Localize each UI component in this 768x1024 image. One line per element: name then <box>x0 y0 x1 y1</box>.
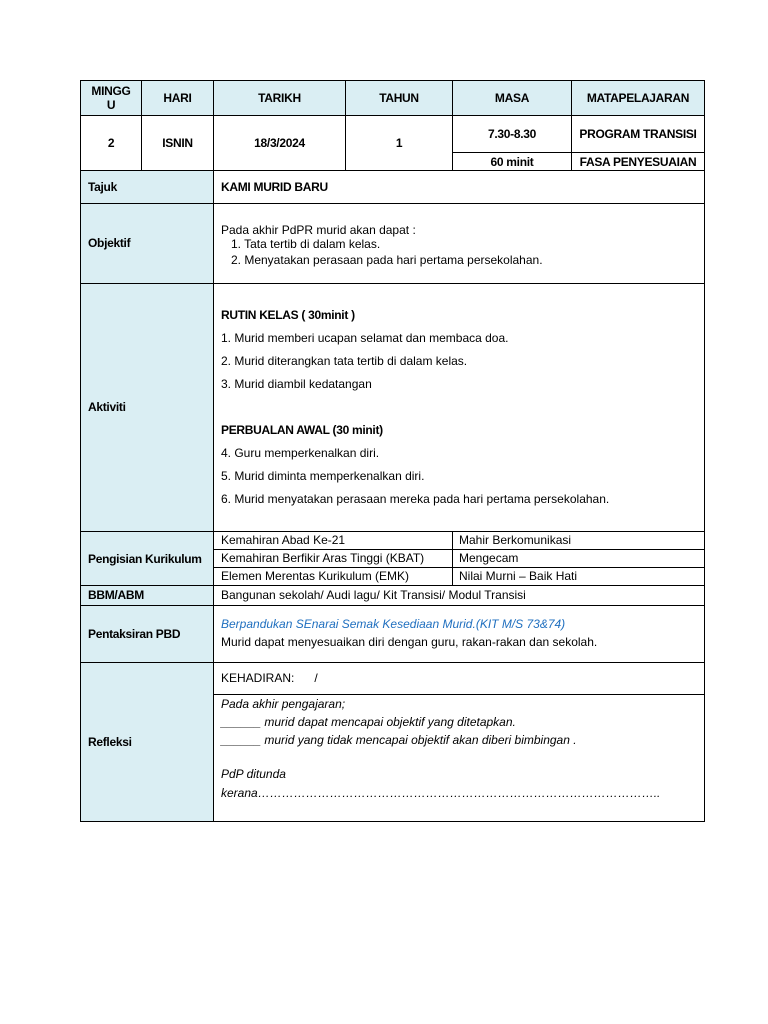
cell-hari-value: ISNIN <box>162 136 193 150</box>
objektif-item-2: 2. Menyatakan perasaan pada hari pertama persekolahan. <box>231 253 543 267</box>
aktiviti-section2-title: PERBUALAN AWAL (30 minit) <box>221 423 383 437</box>
header-tarikh <box>213 80 346 116</box>
pentaksiran-value-cell <box>213 605 705 663</box>
refleksi-notes-cell <box>213 694 705 822</box>
objektif-item-1: 1. Tata tertib di dalam kelas. <box>231 237 381 251</box>
refleksi-label: Refleksi <box>88 735 132 749</box>
header-tarikh-text: TARIKH <box>258 91 301 105</box>
aktiviti-value-cell <box>213 283 705 532</box>
bbm-label: BBM/ABM <box>88 588 144 602</box>
refleksi-line-3: ______ murid yang tidak mencapai objektif akan diberi bimbingan . <box>221 733 577 747</box>
cell-hari <box>141 115 214 171</box>
pentaksiran-label-cell <box>80 605 214 663</box>
objektif-value-cell <box>213 203 705 284</box>
pengisian-row-1-value: Mahir Berkomunikasi <box>459 533 572 547</box>
pengisian-row-3-right <box>452 567 705 586</box>
cell-masa-value: 7.30-8.30 <box>487 127 536 141</box>
cell-tahun <box>345 115 453 171</box>
pengisian-label: Pengisian Kurikulum <box>88 552 202 566</box>
pentaksiran-line-2: Murid dapat menyesuaikan diri dengan guru, rakan-rakan dan sekolah. <box>221 635 598 649</box>
header-matapelajaran <box>571 80 705 116</box>
cell-matapelajaran <box>571 115 705 153</box>
header-minggu-text: MINGGU <box>91 84 131 112</box>
cell-minggu <box>80 115 142 171</box>
pentaksiran-label: Pentaksiran PBD <box>88 627 181 641</box>
aktiviti-item-2: 2. Murid diterangkan tata tertib di dalam kelas. <box>221 354 468 368</box>
objektif-intro: Pada akhir PdPR murid akan dapat : <box>221 223 416 237</box>
aktiviti-item-5: 5. Murid diminta memperkenalkan diri. <box>221 469 425 483</box>
aktiviti-item-6: 6. Murid menyatakan perasaan mereka pada hari pertama persekolahan. <box>221 492 610 506</box>
tajuk-label-cell <box>80 170 214 204</box>
cell-tarikh <box>213 115 346 171</box>
cell-tahun-value: 1 <box>395 136 403 150</box>
header-tahun-text: TAHUN <box>379 91 419 105</box>
cell-durasi-value: 60 minit <box>490 154 534 169</box>
pentaksiran-line-1: Berpandukan SEnarai Semak Kesediaan Murid.(KIT M/S 73&74) <box>221 617 566 631</box>
header-masa-text: MASA <box>494 91 530 105</box>
header-matapelajaran-text: MATAPELAJARAN <box>586 91 690 105</box>
pengisian-label-cell <box>80 531 214 586</box>
pengisian-row-2-left <box>213 549 453 568</box>
pengisian-row-2-value: Mengecam <box>459 551 519 565</box>
refleksi-kehadiran-cell <box>213 662 705 695</box>
pengisian-row-3-key: Elemen Merentas Kurikulum (EMK) <box>221 569 410 583</box>
objektif-label: Objektif <box>88 236 131 250</box>
aktiviti-label-cell <box>80 283 214 532</box>
cell-masa <box>452 115 572 153</box>
pengisian-row-1-right <box>452 531 705 550</box>
aktiviti-label: Aktiviti <box>88 400 126 414</box>
tajuk-value: KAMI MURID BARU <box>221 180 328 194</box>
header-tahun <box>345 80 453 116</box>
bbm-value-cell <box>213 585 705 606</box>
cell-matapelajaran-value: PROGRAM TRANSISI <box>579 127 697 141</box>
pengisian-row-1-key: Kemahiran Abad Ke-21 <box>221 533 346 547</box>
refleksi-label-cell <box>80 662 214 822</box>
aktiviti-item-4: 4. Guru memperkenalkan diri. <box>221 446 380 460</box>
cell-minggu-value: 2 <box>107 136 115 150</box>
cell-fasa-value: FASA PENYESUAIAN <box>579 154 697 169</box>
cell-durasi <box>452 152 572 171</box>
refleksi-line-1: Pada akhir pengajaran; <box>221 697 346 711</box>
pengisian-row-1-left <box>213 531 453 550</box>
cell-tarikh-value: 18/3/2024 <box>254 136 305 150</box>
pengisian-row-2-key: Kemahiran Berfikir Aras Tinggi (KBAT) <box>221 551 425 565</box>
refleksi-ditunda: PdP ditunda <box>221 767 286 781</box>
aktiviti-item-3: 3. Murid diambil kedatangan <box>221 377 372 391</box>
pengisian-row-2-right <box>452 549 705 568</box>
refleksi-line-2: ______ murid dapat mencapai objektif yang ditetapkan. <box>221 715 516 729</box>
objektif-label-cell <box>80 203 214 284</box>
header-hari-text: HARI <box>163 91 192 105</box>
pengisian-row-3-value: Nilai Murni – Baik Hati <box>459 569 578 583</box>
bbm-value: Bangunan sekolah/ Audi lagu/ Kit Transisi/ Modul Transisi <box>221 588 526 602</box>
header-minggu <box>80 80 142 116</box>
aktiviti-item-1: 1. Murid memberi ucapan selamat dan membaca doa. <box>221 331 509 345</box>
tajuk-label: Tajuk <box>88 180 117 194</box>
header-hari <box>141 80 214 116</box>
aktiviti-section1-title: RUTIN KELAS ( 30minit ) <box>221 308 355 322</box>
header-masa <box>452 80 572 116</box>
bbm-label-cell <box>80 585 214 606</box>
cell-fasa <box>571 152 705 171</box>
tajuk-value-cell <box>213 170 705 204</box>
refleksi-kerana: kerana……………………………………………………………………………………….. <box>221 786 661 800</box>
pengisian-row-3-left <box>213 567 453 586</box>
refleksi-kehadiran: KEHADIRAN: / <box>221 671 318 685</box>
